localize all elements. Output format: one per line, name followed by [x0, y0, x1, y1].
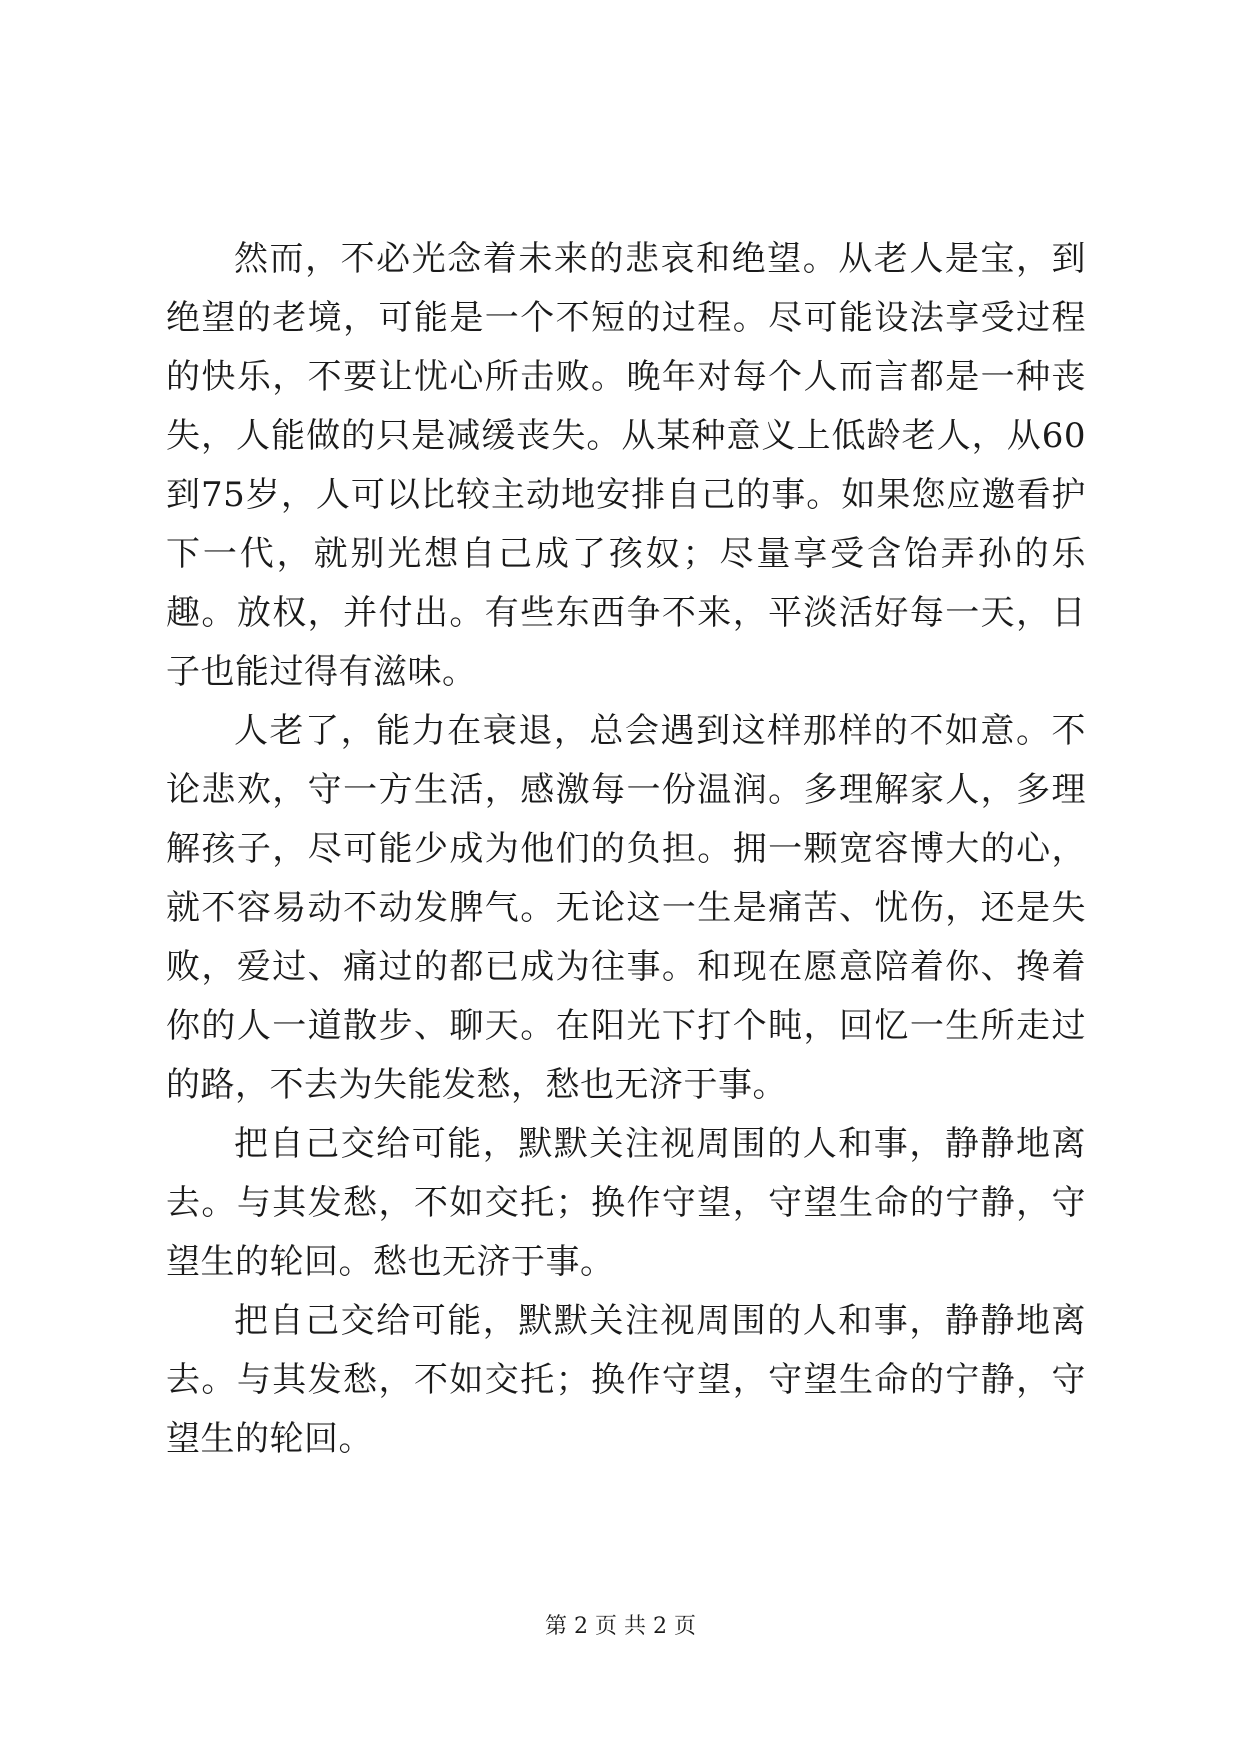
paragraph-4: 把自己交给可能，默默关注视周围的人和事，静静地离去。与其发愁，不如交托；换作守望，守望生命的宁静，守望生的轮回。 — [166, 1301, 1086, 1459]
paragraph-3: 把自己交给可能，默默关注视周围的人和事，静静地离去。与其发愁，不如交托；换作守望，守望生命的宁静，守望生的轮回。愁也无济于事。 — [166, 1124, 1086, 1282]
paragraph-1: 然而，不必光念着未来的悲哀和绝望。从老人是宝，到绝望的老境，可能是一个不短的过程。尽可能设法享受过程的快乐，不要让忧心所击败。晚年对每个人而言都是一种丧失，人能做的只是减缓丧失。从某种意义上低龄老人，从60到75岁，人可以比较主动地安排自己的事。如果您应邀看护下一代，就别光想自己成了孩奴；尽量享受含饴弄孙的乐趣。放权，并付出。有些东西争不来，平淡活好每一天，日子也能过得有滋味。 — [166, 239, 1086, 692]
page-number-footer: 第 2 页 共 2 页 — [545, 1614, 696, 1639]
paragraph-2: 人老了，能力在衰退，总会遇到这样那样的不如意。不论悲欢，守一方生活，感激每一份温润。多理解家人，多理解孩子，尽可能少成为他们的负担。拥一颗宽容博大的心，就不容易动不动发脾气。无论这一生是痛苦、忧伤，还是失败，爱过、痛过的都已成为往事。和现在愿意陪着你、搀着你的人一道散步、聊天。在阳光下打个盹，回忆一生所走过的路，不去为失能发愁，愁也无济于事。 — [166, 711, 1086, 1105]
document-body — [166, 230, 1086, 1469]
